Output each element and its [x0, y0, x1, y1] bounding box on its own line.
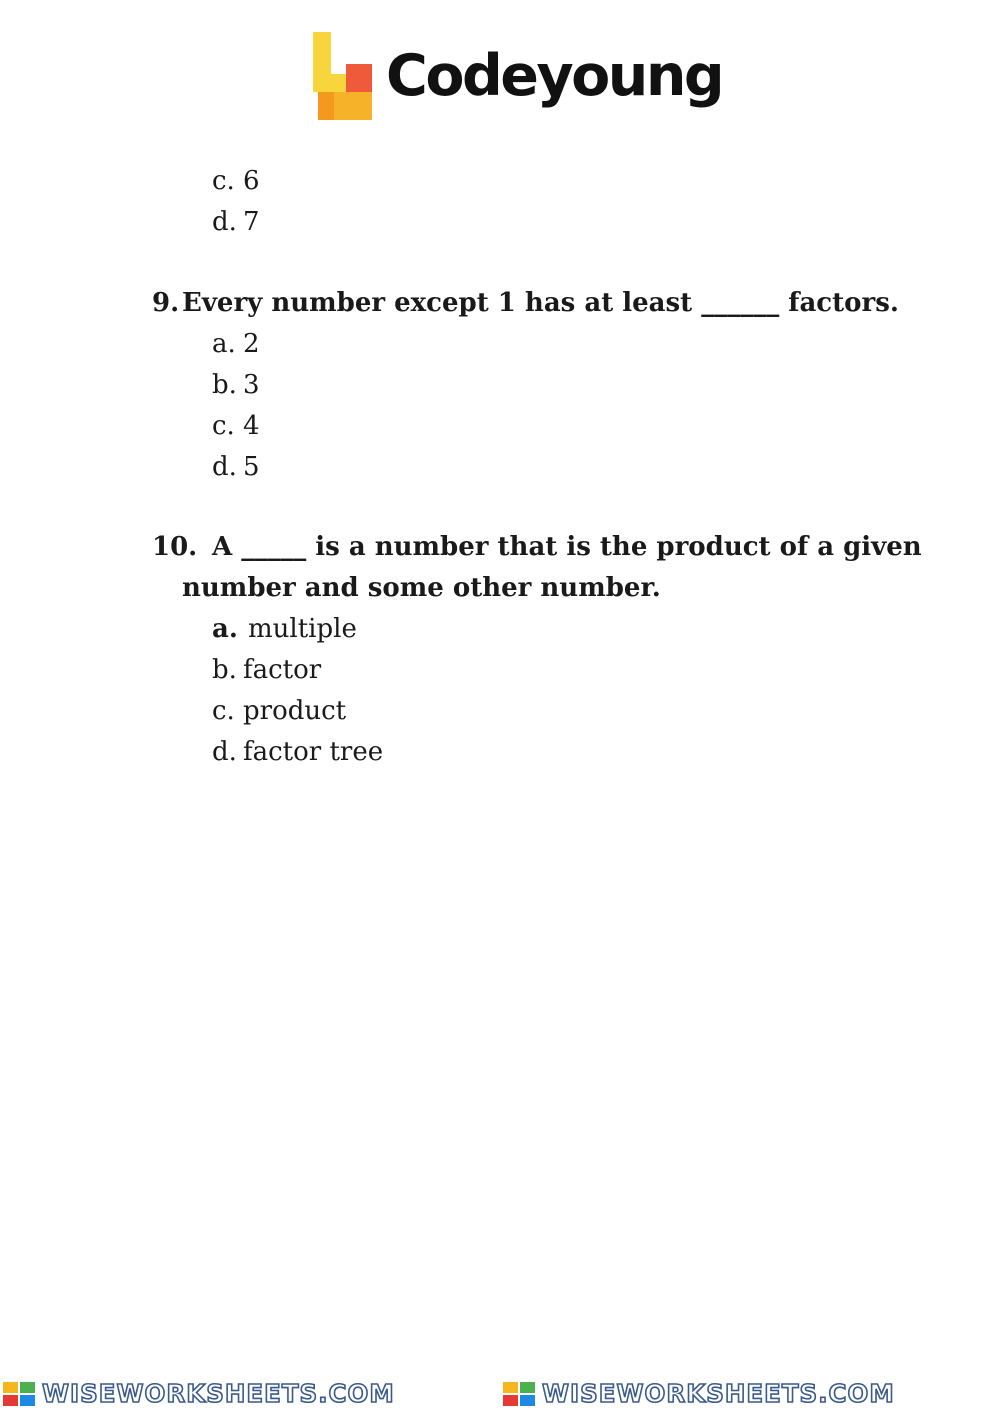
list-item: [212, 368, 260, 402]
option-text: 7: [243, 207, 260, 237]
list-item: [212, 694, 346, 728]
option-text: factor: [243, 655, 322, 685]
list-item: [212, 205, 260, 239]
option-letter: d.: [212, 737, 237, 767]
wiseworksheets-text: WISEWORKSHEETS.COM: [42, 1379, 395, 1408]
option-text: 3: [243, 370, 260, 400]
option-letter: a.: [212, 329, 236, 359]
option-text: 4: [243, 411, 260, 441]
option-letter: c.: [212, 411, 235, 441]
option-text: multiple: [248, 614, 357, 644]
option-text: factor tree: [243, 737, 384, 767]
list-item: [212, 735, 383, 769]
option-letter: d.: [212, 452, 237, 482]
option-text: product: [243, 696, 347, 726]
option-text: 2: [243, 329, 260, 359]
codeyoung-logo-text: Codeyoung: [386, 43, 723, 109]
option-letter: c.: [212, 696, 235, 726]
list-item: [212, 450, 260, 484]
question-number: 10.: [152, 532, 198, 562]
option-text: 5: [243, 452, 260, 482]
option-letter: c.: [212, 166, 235, 196]
list-item: [212, 164, 260, 198]
question-9: [152, 286, 899, 320]
codeyoung-logo: [310, 30, 723, 130]
list-item: [212, 409, 260, 443]
question-text-line2: number and some other number.: [182, 573, 661, 603]
option-text: 6: [243, 166, 260, 196]
question-text-line1: A _____ is a number that is the product of a given: [212, 532, 922, 562]
wiseworksheets-text: WISEWORKSHEETS.COM: [542, 1379, 895, 1408]
option-letter: b.: [212, 655, 237, 685]
question-number: 9.: [152, 288, 180, 318]
list-item: [212, 653, 321, 687]
question-10: [152, 530, 922, 564]
list-item: [212, 612, 357, 646]
footer-banner: [0, 1375, 1000, 1413]
question-text: Every number except 1 has at least ______ factors.: [182, 288, 899, 318]
option-letter: a.: [212, 614, 238, 644]
wiseworksheets-watermark: [0, 1375, 500, 1413]
option-letter: b.: [212, 370, 237, 400]
codeyoung-logo-icon: [310, 30, 374, 122]
wiseworksheets-logo-icon: [2, 1381, 36, 1407]
question-10-continued: [182, 571, 661, 605]
wiseworksheets-logo-icon: [502, 1381, 536, 1407]
option-letter: d.: [212, 207, 237, 237]
list-item: [212, 327, 260, 361]
wiseworksheets-watermark: [500, 1375, 1000, 1413]
